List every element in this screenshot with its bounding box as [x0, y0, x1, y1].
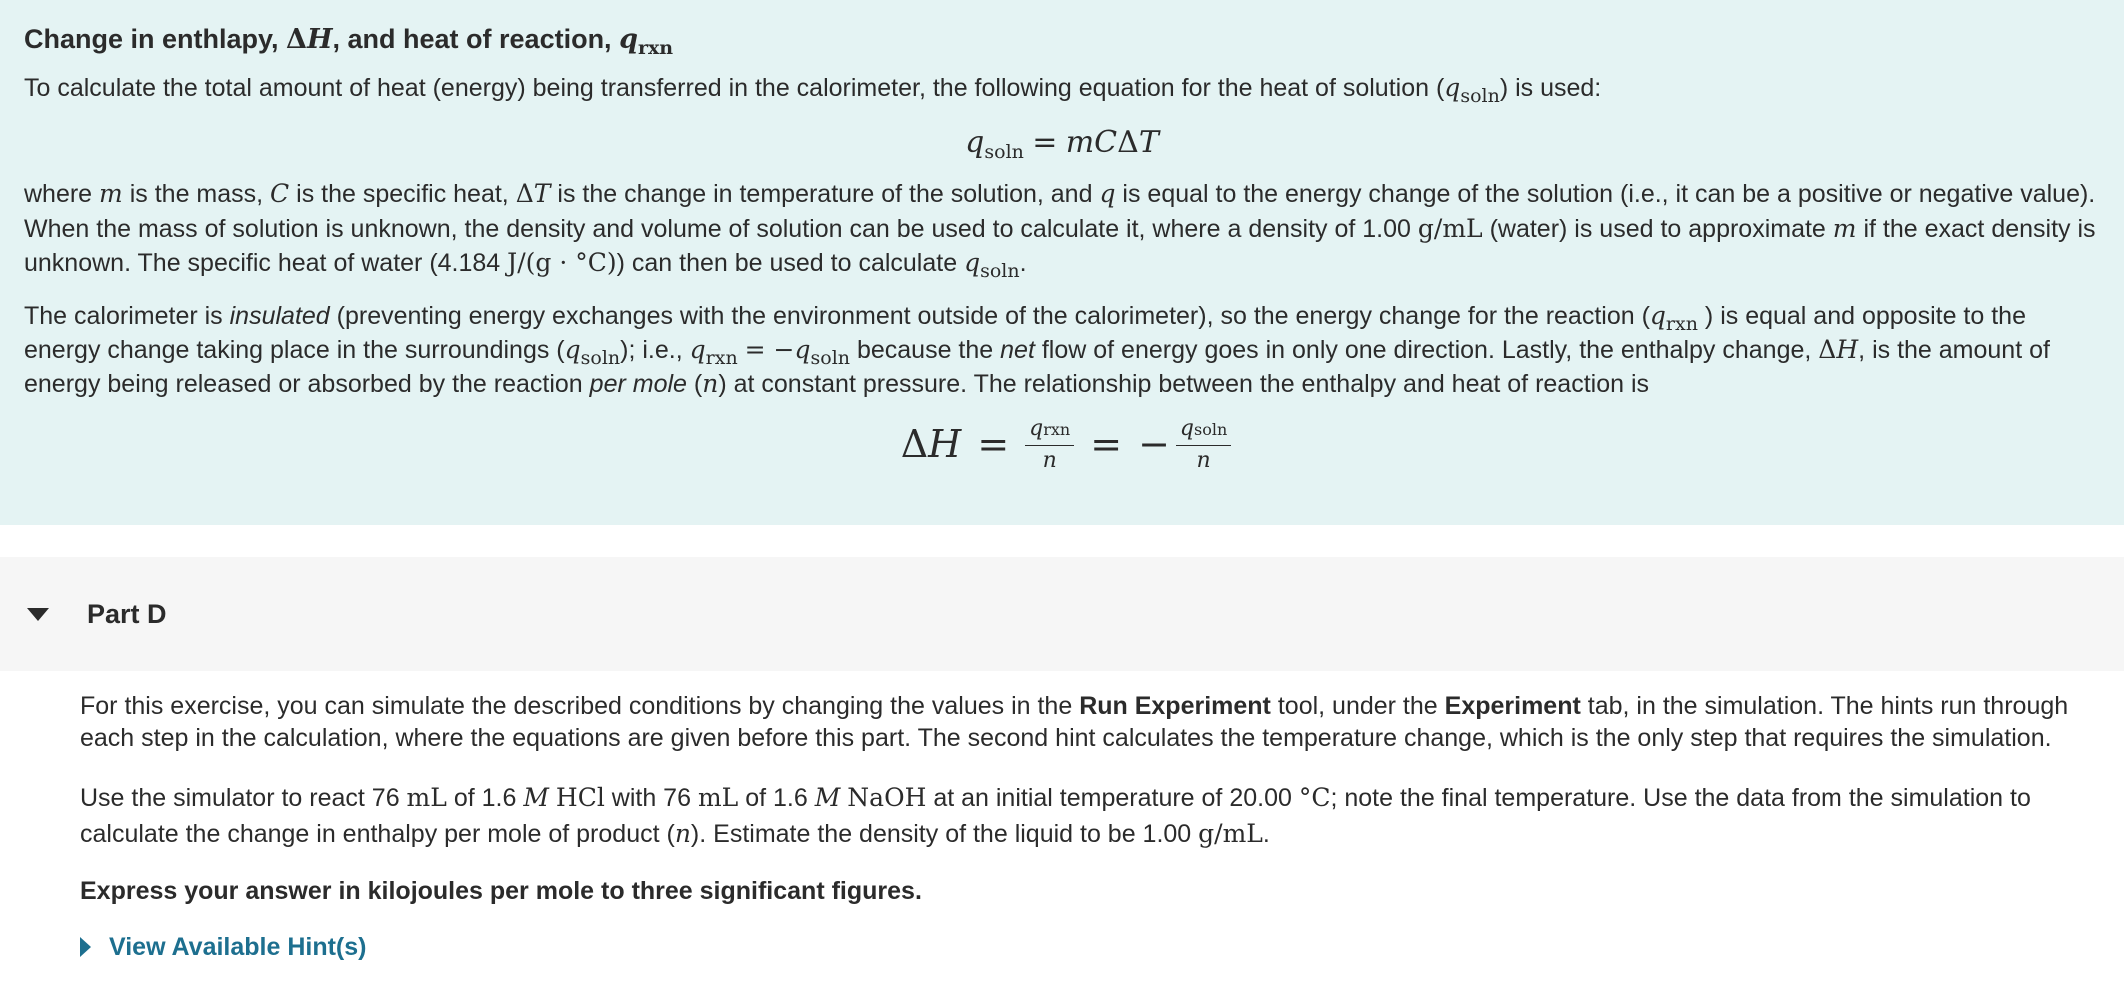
- expand-caret-icon[interactable]: [80, 937, 91, 957]
- hint-link-label[interactable]: View Available Hint(s): [109, 933, 367, 961]
- collapse-caret-icon[interactable]: [27, 608, 49, 621]
- section-title: Change in enthlapy, ΔH, and heat of reaction, $q_{rxn}$: [24, 24, 674, 59]
- part-title: Part D: [87, 599, 167, 629]
- exercise-paragraph: For this exercise, you can simulate the described conditions by changing the values in the Run Experiment tool, under the Experiment tab, in the simulation. The hints run through each step in the calculation, where the equations are given before this part. The second hint calculates the temperature change, which is the only step that requires the simulation.: [80, 692, 2069, 752]
- calorimeter-paragraph: The calorimeter is insulated (preventing energy exchanges with the environment outside of the calorimeter), so the energy change for the reaction ($q_{rxn}$ ) is equal and opposite to the energy change taking place in the surroundings $(q_{soln})$; i.e., $q_{rxn} = -q_{soln}$ because the net flow of energy goes in only one direction. Lastly, the enthalpy change, ΔH, is the amount of energy being released or absorbed by the reaction per mole (n) at constant pressure. The relationship between the enthalpy and heat of reaction is: [24, 300, 2050, 398]
- part-d-header[interactable]: [0, 557, 2124, 671]
- answer-instruction: Express your answer in kilojoules per mole to three significant figures.: [80, 877, 922, 905]
- view-hints-link[interactable]: [80, 930, 2120, 964]
- problem-paragraph: Use the simulator to react 76 mL of 1.6 M HCl with 76 mL of 1.6 M NaOH at an initial temperature of 20.00 °C; note the final temperature. Use the data from the simulation to calculate the change in enthalpy per mole of product (n). Estimate the density of the liquid to be 1.00 g/mL.: [80, 783, 2031, 848]
- heat-equation: $q_{soln} = mC\Delta T$: [965, 125, 1159, 163]
- enthalpy-equation: Δ H = $\frac{\text{qrxn}}{n}$ = − $\frac{\text{qsoln}}{n}$: [24, 415, 2100, 474]
- part-d-body: [80, 690, 2120, 964]
- intro-paragraph: To calculate the total amount of heat (energy) being transferred in the calorimeter, the following equation for the heat of solution $(q_{soln})$ is used:: [24, 73, 1602, 107]
- variables-paragraph: where m is the mass, C is the specific heat, ΔT is the change in temperature of the solution, and q is equal to the energy change of the solution (i.e., it can be a positive or negative value). When the mass of solution is unknown, the density and volume of solution can be used to calculate it, where a density of 1.00 g/mL (water) is used to approximate m if the exact density is unknown. The specific heat of water (4.184 J/(g · °C)) can then be used to calculate $q_{soln}$.: [24, 179, 2096, 282]
